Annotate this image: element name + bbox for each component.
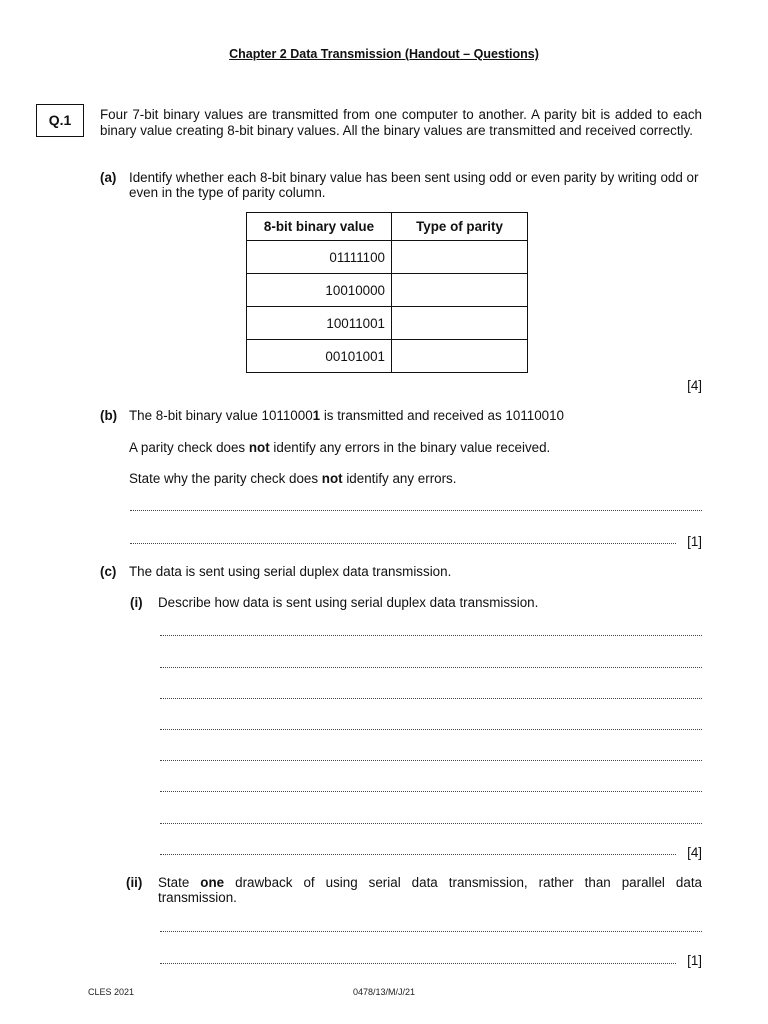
part-b-label: (b) [100,408,118,423]
answer-line[interactable] [160,635,702,636]
answer-line[interactable] [160,931,702,932]
part-b-line-1-prefix: The 8-bit binary value [129,408,262,423]
part-b-line-1-mid: is transmitted and received as [320,408,506,423]
parity-answer-cell[interactable] [392,241,528,274]
footer-copyright: CLES 2021 [88,987,135,997]
part-b-line-2-text-end: identify any errors in the binary value received. [269,440,551,455]
part-b-line-2-bold: not [248,440,270,455]
part-a-label: (a) [100,170,117,185]
transmitted-value: 1011000 [261,408,313,423]
answer-line[interactable] [160,854,676,855]
part-a-text: Identify whether each 8-bit binary value has been sent using odd or even parity by writing odd or even in the type of parity column. [129,170,699,200]
binary-value-cell: 10010000 [247,274,392,307]
part-c-i-label: (i) [130,595,143,610]
question-intro: Four 7-bit binary values are transmitted from one computer to another. A parity bit is added to each binary value creating 8-bit binary values. All the binary values are transmitted and received correctly. [100,107,702,138]
part-b-line-3-text: State why the parity check does [129,471,322,486]
parity-answer-cell[interactable] [392,307,528,340]
part-c-text: The data is sent using serial duplex data transmission. [129,564,452,579]
answer-line[interactable] [130,543,676,544]
part-a-marks: [4] [687,378,702,393]
part-b-line-1 [129,408,702,423]
question-number-box: Q.1 [36,104,84,137]
table-row [247,307,528,340]
part-c-ii-label: (ii) [126,875,143,890]
page-title: Chapter 2 Data Transmission (Handout – Questions) [229,47,539,61]
binary-value-cell: 10011001 [247,307,392,340]
parity-table [246,212,528,373]
part-c-i-text: Describe how data is sent using serial duplex data transmission. [158,595,539,610]
column-header-binary-value: 8-bit binary value [247,213,392,241]
part-b-line-3-text-end: identify any errors. [342,471,457,486]
answer-line[interactable] [160,823,702,824]
column-header-type-of-parity: Type of parity [392,213,528,241]
transmitted-value-bold-bit: 1 [312,408,321,423]
answer-line[interactable] [160,729,702,730]
answer-line[interactable] [160,760,702,761]
part-b-marks: [1] [687,534,702,549]
answer-line[interactable] [160,667,702,668]
answer-line[interactable] [130,510,702,511]
table-row [247,340,528,373]
part-b-line-2 [129,440,702,455]
part-c-ii-marks: [1] [687,953,702,968]
parity-answer-cell[interactable] [392,340,528,373]
parity-table-header-row [247,213,528,241]
binary-value-cell: 01111100 [247,241,392,274]
part-b-line-3 [129,471,702,486]
footer-paper-code: 0478/13/M/J/21 [352,987,416,997]
part-b-line-2-text: A parity check does [129,440,249,455]
part-c-i-marks: [4] [687,845,702,860]
received-value: 10110010 [505,408,565,423]
answer-line[interactable] [160,963,676,964]
part-c-ii-text [158,875,702,905]
part-c-ii-text-end: drawback of using serial data transmission, rather than parallel data transmission. [158,875,702,905]
table-row [247,241,528,274]
answer-line[interactable] [160,791,702,792]
part-c-label: (c) [100,564,117,579]
binary-value-cell: 00101001 [247,340,392,373]
parity-answer-cell[interactable] [392,274,528,307]
part-c-ii-text-start: State [158,875,201,890]
answer-line[interactable] [160,698,702,699]
part-c-ii-text-bold: one [200,875,225,890]
part-b-line-3-bold: not [321,471,343,486]
table-row [247,274,528,307]
